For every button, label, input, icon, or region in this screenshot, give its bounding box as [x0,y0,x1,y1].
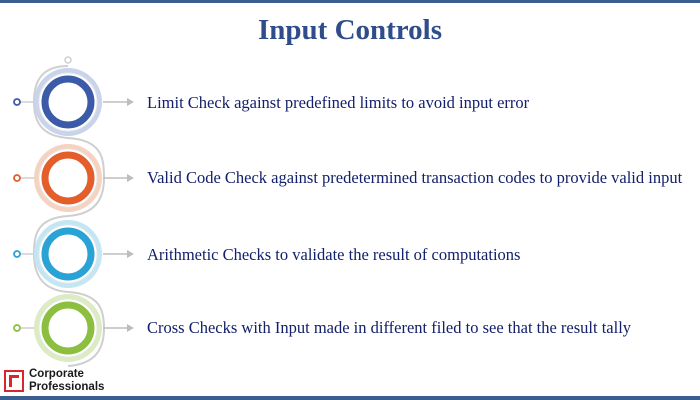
marker-4-dot-icon [14,325,20,331]
marker-4-arrow-icon [127,324,134,332]
slide-title: Input Controls [258,14,442,46]
marker-3-ring-icon [45,231,91,277]
bottom-border [0,396,700,400]
list-item-1-text: Limit Check against predefined limits to avoid input error [147,93,530,112]
logo-text-line-2: Professionals [29,381,105,393]
marker-3-dot-icon [14,251,20,257]
marker-3-arrow-icon [127,250,134,258]
company-logo [4,368,134,396]
logo-text-line-1: Corporate [29,368,84,380]
marker-1-arrow-icon [127,98,134,106]
marker-4-ring-icon [45,305,91,351]
marker-1-ring-icon [45,79,91,125]
timeline-start-dot [65,57,71,63]
marker-1-dot-icon [14,99,20,105]
list-item-4-text: Cross Checks with Input made in different filed to see that the result tally [147,318,632,337]
marker-2-ring-icon [45,155,91,201]
marker-2-arrow-icon [127,174,134,182]
list-item-3-text: Arithmetic Checks to validate the result of computations [147,245,521,264]
list-item-2-text: Valid Code Check against predetermined transaction codes to provide valid input [147,168,683,187]
marker-2-dot-icon [14,175,20,181]
logo-mark-icon [4,370,24,392]
